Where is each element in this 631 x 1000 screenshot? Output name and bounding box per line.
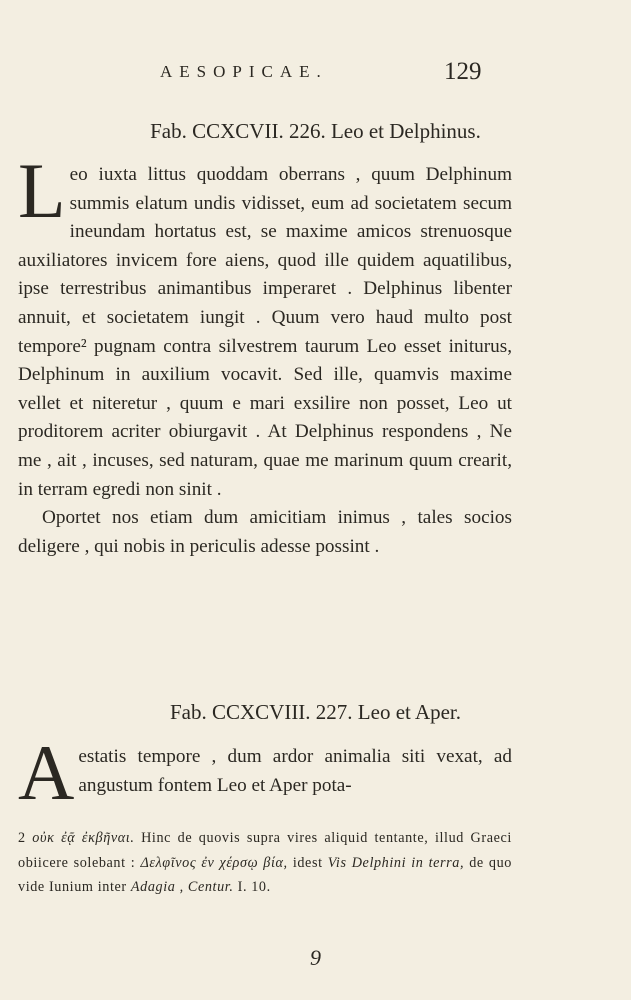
page-header [0, 58, 631, 88]
running-head: AESOPICAE. [160, 62, 328, 81]
fable-text-1: eo iuxta littus quoddam oberrans , quum Delphinum summis elatum undis vidisset, eum ad societatem secum ineundam hortatus est, se maxime amicos strenuosque auxiliatores invicem fore aiens, quod ille quidem aquatilibus, ipse terrestribus animantibus imperaret . Delphinus libenter annuit, et societatem iungit . Quum vero haud multo post tempore² pugnam contra silvestrem taurum Leo esset initurus, Delphinum in auxilium vocavit. Sed ille, quamvis maxime vellet et niteretur , quum e mari exsilire non posset, Leo ut proditorem acriter obiurgavit . At Delphinus respondens , Ne me , ait , incuses, sed naturam, quae me marinum quum crearit, in terram egredi non sinit . [18, 164, 512, 500]
footnote-text: I. 10. [237, 879, 271, 895]
footnote-reference: Adagia , Centur. [130, 879, 234, 895]
drop-cap-letter: A [18, 729, 75, 816]
fable-moral-1: Oportet nos etiam dum amicitiam inimus , tales socios deligere , qui nobis in periculis adesse possint . [18, 507, 512, 557]
footnote-greek-quote: οὐκ ἐᾷ ἐκβῆναι. [32, 830, 135, 846]
footnote [18, 826, 512, 900]
fable-title-2: Fab. CCXCVIII. 227. Leo et Aper. [169, 700, 462, 724]
footnote-marker: 2 [18, 830, 26, 846]
footnote-text: Hinc de quovis supra vires aliquid tentante, illud Graeci obiicere solebant : [18, 830, 512, 871]
footnote-text: idest [292, 854, 323, 871]
footnote-latin-proverb: Vis Delphini in terra, [327, 854, 465, 871]
signature-mark: 9 [310, 945, 321, 970]
fable-body-2 [18, 729, 512, 816]
page-number: 129 [444, 58, 482, 85]
fable-title-1: Fab. CCXCVII. 226. Leo et Delphinus. [150, 119, 481, 143]
fable-body-1 [18, 147, 512, 561]
drop-cap-letter: L [18, 147, 66, 234]
footnote-text: de quo vide Iunium inter [18, 854, 512, 895]
fable-text-2: estatis tempore , dum ardor animalia siti vexat, ad angustum fontem Leo et Aper pota- [78, 746, 512, 796]
footnote-greek-proverb: Δελφῖνος ἐν χέρσῳ βία, [140, 854, 288, 871]
